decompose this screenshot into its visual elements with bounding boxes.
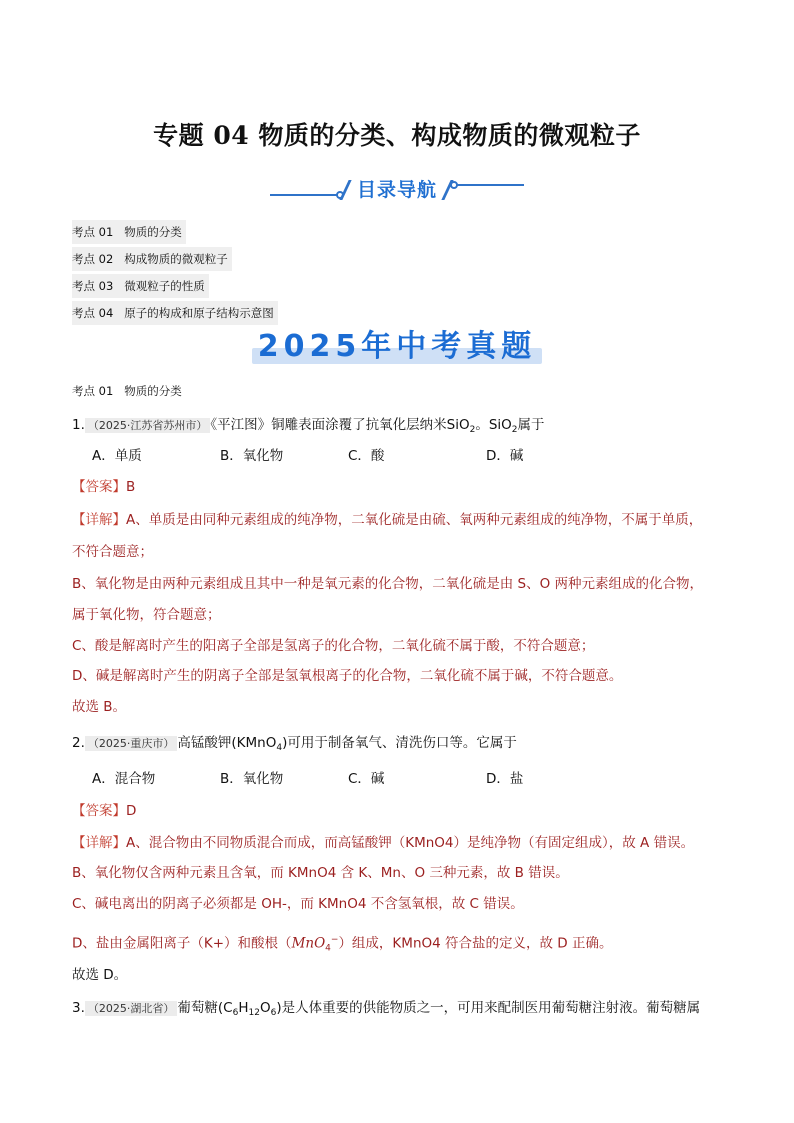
question-2-options (92, 769, 614, 789)
stem-text: H (238, 1000, 249, 1016)
question-3-stem (72, 998, 700, 1023)
toc-code: 考点 02 (72, 251, 114, 266)
superscript: − (330, 935, 339, 945)
toc-label: 构成物质的微观粒子 (124, 251, 228, 266)
source-tag: （2025·湖北省） (85, 1001, 178, 1016)
detail-line: 属于氧化物，符合题意； (72, 607, 221, 623)
source-tag: （2025·重庆市） (85, 736, 178, 751)
detail-line: B、氧化物仅含两种元素且含氧，而 KMnO4 含 K、Mn、O 三种元素，故 B 错误。 (72, 865, 569, 881)
nav-decor-left (270, 194, 340, 196)
detail-line: D、碱是解离时产生的阴离子全部是氢氧根离子的化合物，二氧化硫不属于碱，不符合题意。 (72, 668, 623, 684)
detail-line: C、碱电离出的阴离子必须都是 OH-，而 KMnO4 不含氢氧根，故 C 错误。 (72, 896, 524, 912)
question-2-answer (72, 801, 136, 821)
question-number: 3. (72, 1000, 85, 1016)
subscript: 4 (276, 743, 283, 753)
answer-label: 【答案】 (72, 803, 126, 819)
detail-text: D、盐由金属阳离子（K+）和酸根（ (72, 935, 292, 952)
subscript: 4 (325, 943, 331, 954)
question-number: 2. (72, 735, 85, 751)
detail-label: 【详解】 (72, 512, 126, 528)
stem-text: )可用于制备氧气、清洗伤口等。它属于 (282, 735, 517, 751)
toc-code: 考点 01 (72, 224, 114, 239)
conclusion: 故选 D。 (72, 967, 128, 983)
toc-code: 考点 04 (72, 305, 114, 320)
toc-label: 微观粒子的性质 (124, 278, 205, 293)
question-2-stem (72, 733, 517, 758)
subscript: 12 (248, 1008, 260, 1018)
option-c[interactable]: C．碱 (348, 771, 385, 787)
toc-item[interactable] (72, 299, 278, 326)
toc-item[interactable] (72, 218, 278, 245)
detail-line: 不符合题意； (72, 544, 153, 560)
toc-code: 考点 03 (72, 278, 114, 293)
stem-text: )是人体重要的供能物质之一，可用来配制医用葡萄糖注射液。葡萄糖属 (276, 1000, 701, 1016)
question-1-stem (72, 415, 545, 440)
option-c[interactable]: C．酸 (348, 448, 385, 464)
subscript: 6 (270, 1008, 277, 1018)
question-1-answer (72, 477, 135, 497)
stem-text: 属于 (517, 417, 545, 433)
toc-nav-banner (270, 176, 524, 204)
nav-title: 目录导航 (356, 179, 437, 201)
detail-line: B、氧化物是由两种元素组成且其中一种是氧元素的化合物，二氧化硫是由 S、O 两种元素组成的化合物， (72, 576, 704, 592)
ion-formula: MnO (291, 935, 326, 952)
section-label: 物质的分类 (124, 384, 182, 398)
option-a[interactable]: A．单质 (92, 448, 142, 464)
detail-text: A、混合物由不同物质混合而成，而高锰酸钾（KMnO4）是纯净物（有固定组成），故 A 错误。 (126, 835, 695, 851)
question-number: 1. (72, 417, 85, 433)
toc-item[interactable] (72, 272, 278, 299)
stem-text: 葡萄糖(C (177, 1000, 233, 1016)
toc-label: 原子的构成和原子结构示意图 (124, 305, 274, 320)
answer-label: 【答案】 (72, 479, 126, 495)
toc-label: 物质的分类 (124, 224, 182, 239)
section-heading (72, 381, 182, 401)
conclusion: 故选 B。 (72, 699, 127, 715)
detail-text: A、单质是由同种元素组成的纯净物，二氧化硫是由硫、氧两种元素组成的纯净物，不属于单质， (126, 512, 703, 528)
banner-title: 2025年中考真题 (257, 329, 537, 364)
subscript: 2 (469, 425, 476, 435)
page-title: 专题 04 物质的分类、构成物质的微观粒子 (153, 121, 641, 150)
detail-label: 【详解】 (72, 835, 126, 851)
source-tag: （2025·江苏省苏州市） (85, 418, 211, 433)
option-d[interactable]: D．盐 (486, 771, 524, 787)
subscript: 6 (232, 1008, 239, 1018)
detail-line (72, 833, 694, 853)
answer-value: B (126, 479, 136, 495)
stem-text: 《平江图》铜雕表面涂覆了抗氧化层纳米SiO (210, 417, 470, 433)
option-b[interactable]: B．氧化物 (220, 771, 284, 787)
detail-line (72, 510, 702, 530)
detail-line: C、酸是解离时产生的阳离子全部是氢离子的化合物，二氧化硫不属于酸，不符合题意； (72, 638, 595, 654)
detail-text: ）组成，KMnO4 符合盐的定义，故 D 正确。 (338, 935, 613, 952)
stem-text: 。SiO (475, 417, 512, 433)
option-a[interactable]: A．混合物 (92, 771, 156, 787)
nav-decor-right (454, 184, 524, 186)
answer-value: D (126, 803, 137, 819)
table-of-contents (72, 218, 278, 326)
subscript: 2 (511, 425, 518, 435)
option-b[interactable]: B．氧化物 (220, 448, 284, 464)
toc-item[interactable] (72, 245, 278, 272)
detail-line (72, 930, 612, 959)
question-1-options (92, 446, 614, 466)
year-banner (246, 326, 548, 368)
section-code: 考点 01 (72, 384, 114, 398)
stem-text: O (259, 1000, 271, 1016)
option-d[interactable]: D．碱 (486, 448, 524, 464)
stem-text: 高锰酸钾(KMnO (177, 735, 277, 751)
